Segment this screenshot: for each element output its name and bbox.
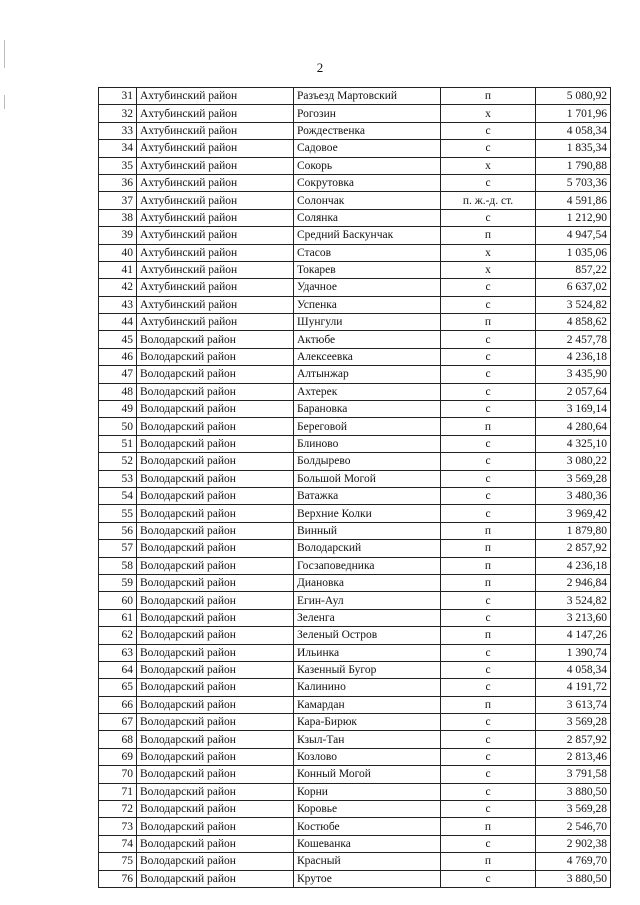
value-cell: 1 212,90 xyxy=(536,209,611,226)
value-cell: 4 058,34 xyxy=(536,122,611,139)
value-cell: 2 857,92 xyxy=(536,731,611,748)
table-row xyxy=(99,366,611,383)
value-cell: 3 213,60 xyxy=(536,609,611,626)
row-number-cell: 70 xyxy=(99,766,137,783)
district-cell: Володарский район xyxy=(137,853,294,870)
district-cell: Володарский район xyxy=(137,644,294,661)
settlement-type-cell: с xyxy=(441,401,536,418)
district-cell: Володарский район xyxy=(137,470,294,487)
table-row xyxy=(99,244,611,261)
table-row xyxy=(99,157,611,174)
district-cell: Володарский район xyxy=(137,783,294,800)
settlement-cell: Кара-Бирюк xyxy=(294,714,441,731)
settlement-cell: Береговой xyxy=(294,418,441,435)
district-cell: Володарский район xyxy=(137,574,294,591)
settlement-type-cell: с xyxy=(441,731,536,748)
table-row xyxy=(99,314,611,331)
row-number-cell: 38 xyxy=(99,209,137,226)
row-number-cell: 76 xyxy=(99,870,137,887)
settlement-cell: Ильинка xyxy=(294,644,441,661)
settlement-type-cell: п xyxy=(441,418,536,435)
district-cell: Ахтубинский район xyxy=(137,105,294,122)
value-cell: 3 435,90 xyxy=(536,366,611,383)
settlement-type-cell: с xyxy=(441,592,536,609)
district-cell: Володарский район xyxy=(137,714,294,731)
table-row xyxy=(99,853,611,870)
value-cell: 4 236,18 xyxy=(536,557,611,574)
margin-mark-middle xyxy=(4,95,5,109)
table-row xyxy=(99,644,611,661)
table-row xyxy=(99,714,611,731)
value-cell: 2 857,92 xyxy=(536,540,611,557)
district-cell: Володарский район xyxy=(137,835,294,852)
settlement-type-cell: с xyxy=(441,348,536,365)
value-cell: 2 813,46 xyxy=(536,748,611,765)
settlement-type-cell: с xyxy=(441,470,536,487)
row-number-cell: 59 xyxy=(99,574,137,591)
table-row xyxy=(99,801,611,818)
settlement-type-cell: п xyxy=(441,522,536,539)
district-cell: Володарский район xyxy=(137,383,294,400)
district-cell: Володарский район xyxy=(137,679,294,696)
value-cell: 4 325,10 xyxy=(536,435,611,452)
settlement-type-cell: с xyxy=(441,366,536,383)
value-cell: 5 080,92 xyxy=(536,88,611,105)
district-cell: Володарский район xyxy=(137,748,294,765)
settlement-cell: Удачное xyxy=(294,279,441,296)
table-row xyxy=(99,748,611,765)
row-number-cell: 56 xyxy=(99,522,137,539)
district-cell: Володарский район xyxy=(137,609,294,626)
value-cell: 3 880,50 xyxy=(536,783,611,800)
table-row xyxy=(99,783,611,800)
row-number-cell: 33 xyxy=(99,122,137,139)
row-number-cell: 41 xyxy=(99,261,137,278)
row-number-cell: 61 xyxy=(99,609,137,626)
table-row xyxy=(99,348,611,365)
table-row xyxy=(99,557,611,574)
row-number-cell: 73 xyxy=(99,818,137,835)
value-cell: 4 591,86 xyxy=(536,192,611,209)
district-cell: Ахтубинский район xyxy=(137,192,294,209)
table-row xyxy=(99,418,611,435)
row-number-cell: 67 xyxy=(99,714,137,731)
row-number-cell: 54 xyxy=(99,487,137,504)
table-row xyxy=(99,122,611,139)
district-cell: Ахтубинский район xyxy=(137,140,294,157)
table-row xyxy=(99,818,611,835)
settlement-cell: Костюбе xyxy=(294,818,441,835)
district-cell: Ахтубинский район xyxy=(137,296,294,313)
settlement-type-cell: с xyxy=(441,174,536,191)
settlement-type-cell: п xyxy=(441,540,536,557)
settlement-type-cell: с xyxy=(441,609,536,626)
value-cell: 3 524,82 xyxy=(536,296,611,313)
settlement-cell: Конный Могой xyxy=(294,766,441,783)
table-row xyxy=(99,505,611,522)
settlement-cell: Рогозин xyxy=(294,105,441,122)
settlement-type-cell: х xyxy=(441,157,536,174)
settlement-cell: Токарев xyxy=(294,261,441,278)
settlement-cell: Блиново xyxy=(294,435,441,452)
value-cell: 3 880,50 xyxy=(536,870,611,887)
settlement-cell: Средний Баскунчак xyxy=(294,227,441,244)
value-cell: 4 058,34 xyxy=(536,661,611,678)
table-row xyxy=(99,609,611,626)
settlement-cell: Коровье xyxy=(294,801,441,818)
settlement-cell: Стасов xyxy=(294,244,441,261)
value-cell: 6 637,02 xyxy=(536,279,611,296)
settlement-cell: Ватажка xyxy=(294,487,441,504)
settlement-type-cell: с xyxy=(441,679,536,696)
row-number-cell: 74 xyxy=(99,835,137,852)
row-number-cell: 46 xyxy=(99,348,137,365)
settlement-cell: Казенный Бугор xyxy=(294,661,441,678)
table-row xyxy=(99,331,611,348)
value-cell: 1 835,34 xyxy=(536,140,611,157)
row-number-cell: 36 xyxy=(99,174,137,191)
settlement-cell: Разъезд Мартовский xyxy=(294,88,441,105)
district-cell: Володарский район xyxy=(137,453,294,470)
value-cell: 1 035,06 xyxy=(536,244,611,261)
row-number-cell: 62 xyxy=(99,627,137,644)
value-cell: 857,22 xyxy=(536,261,611,278)
district-cell: Володарский район xyxy=(137,731,294,748)
district-cell: Ахтубинский район xyxy=(137,227,294,244)
district-cell: Володарский район xyxy=(137,557,294,574)
settlement-cell: Козлово xyxy=(294,748,441,765)
district-cell: Ахтубинский район xyxy=(137,244,294,261)
table-row xyxy=(99,453,611,470)
district-cell: Володарский район xyxy=(137,487,294,504)
settlement-cell: Успенка xyxy=(294,296,441,313)
settlement-cell: Садовое xyxy=(294,140,441,157)
row-number-cell: 72 xyxy=(99,801,137,818)
value-cell: 3 169,14 xyxy=(536,401,611,418)
row-number-cell: 50 xyxy=(99,418,137,435)
value-cell: 5 703,36 xyxy=(536,174,611,191)
row-number-cell: 71 xyxy=(99,783,137,800)
settlement-type-cell: с xyxy=(441,661,536,678)
table-row xyxy=(99,696,611,713)
value-cell: 3 569,28 xyxy=(536,470,611,487)
settlement-cell: Ахтерек xyxy=(294,383,441,400)
settlement-cell: Камардан xyxy=(294,696,441,713)
district-cell: Володарский район xyxy=(137,366,294,383)
district-cell: Ахтубинский район xyxy=(137,261,294,278)
district-cell: Ахтубинский район xyxy=(137,314,294,331)
table-row xyxy=(99,574,611,591)
settlement-type-cell: с xyxy=(441,122,536,139)
table-row xyxy=(99,209,611,226)
value-cell: 4 947,54 xyxy=(536,227,611,244)
table-row xyxy=(99,279,611,296)
settlement-type-cell: п xyxy=(441,314,536,331)
value-cell: 2 902,38 xyxy=(536,835,611,852)
table-row xyxy=(99,140,611,157)
settlement-cell: Большой Могой xyxy=(294,470,441,487)
value-cell: 4 769,70 xyxy=(536,853,611,870)
settlement-cell: Солянка xyxy=(294,209,441,226)
value-cell: 4 147,26 xyxy=(536,627,611,644)
row-number-cell: 42 xyxy=(99,279,137,296)
district-cell: Володарский район xyxy=(137,801,294,818)
table-row xyxy=(99,731,611,748)
table-row xyxy=(99,835,611,852)
district-cell: Ахтубинский район xyxy=(137,157,294,174)
settlement-cell: Рождественка xyxy=(294,122,441,139)
district-cell: Володарский район xyxy=(137,627,294,644)
value-cell: 3 080,22 xyxy=(536,453,611,470)
row-number-cell: 58 xyxy=(99,557,137,574)
settlement-type-cell: с xyxy=(441,209,536,226)
table-row xyxy=(99,540,611,557)
settlement-type-cell: с xyxy=(441,296,536,313)
row-number-cell: 75 xyxy=(99,853,137,870)
district-cell: Ахтубинский район xyxy=(137,279,294,296)
settlement-cell: Егин-Аул xyxy=(294,592,441,609)
table-row xyxy=(99,174,611,191)
settlement-type-cell: п xyxy=(441,696,536,713)
district-cell: Ахтубинский район xyxy=(137,88,294,105)
district-cell: Володарский район xyxy=(137,505,294,522)
settlement-cell: Госзаповедника xyxy=(294,557,441,574)
settlement-cell: Кзыл-Тан xyxy=(294,731,441,748)
district-cell: Володарский район xyxy=(137,818,294,835)
settlement-type-cell: с xyxy=(441,331,536,348)
settlement-cell: Крутое xyxy=(294,870,441,887)
settlement-cell: Солончак xyxy=(294,192,441,209)
settlement-cell: Верхние Колки xyxy=(294,505,441,522)
settlement-type-cell: с xyxy=(441,487,536,504)
value-cell: 3 613,74 xyxy=(536,696,611,713)
district-cell: Володарский район xyxy=(137,348,294,365)
table-row xyxy=(99,766,611,783)
settlement-type-cell: п xyxy=(441,627,536,644)
settlements-table xyxy=(98,87,611,888)
settlement-cell: Алтынжар xyxy=(294,366,441,383)
value-cell: 4 858,62 xyxy=(536,314,611,331)
row-number-cell: 53 xyxy=(99,470,137,487)
value-cell: 4 280,64 xyxy=(536,418,611,435)
row-number-cell: 39 xyxy=(99,227,137,244)
row-number-cell: 32 xyxy=(99,105,137,122)
settlement-type-cell: с xyxy=(441,714,536,731)
table-row xyxy=(99,435,611,452)
value-cell: 3 480,36 xyxy=(536,487,611,504)
settlement-cell: Винный xyxy=(294,522,441,539)
row-number-cell: 48 xyxy=(99,383,137,400)
row-number-cell: 57 xyxy=(99,540,137,557)
district-cell: Ахтубинский район xyxy=(137,122,294,139)
row-number-cell: 52 xyxy=(99,453,137,470)
settlement-type-cell: х xyxy=(441,105,536,122)
settlement-cell: Корни xyxy=(294,783,441,800)
district-cell: Володарский район xyxy=(137,401,294,418)
settlement-cell: Калинино xyxy=(294,679,441,696)
district-cell: Володарский район xyxy=(137,331,294,348)
settlement-type-cell: п xyxy=(441,88,536,105)
table-row xyxy=(99,296,611,313)
value-cell: 4 191,72 xyxy=(536,679,611,696)
settlement-cell: Шунгули xyxy=(294,314,441,331)
district-cell: Ахтубинский район xyxy=(137,209,294,226)
settlement-type-cell: х xyxy=(441,244,536,261)
value-cell: 1 790,88 xyxy=(536,157,611,174)
settlement-cell: Володарский xyxy=(294,540,441,557)
value-cell: 2 546,70 xyxy=(536,818,611,835)
settlement-type-cell: с xyxy=(441,644,536,661)
settlement-cell: Сокрутовка xyxy=(294,174,441,191)
row-number-cell: 66 xyxy=(99,696,137,713)
settlement-type-cell: с xyxy=(441,279,536,296)
settlement-type-cell: с xyxy=(441,453,536,470)
table-row xyxy=(99,661,611,678)
settlement-type-cell: п. ж.-д. ст. xyxy=(441,192,536,209)
table-row xyxy=(99,401,611,418)
settlement-cell: Барановка xyxy=(294,401,441,418)
table-row xyxy=(99,870,611,887)
settlement-type-cell: с xyxy=(441,505,536,522)
settlement-type-cell: с xyxy=(441,435,536,452)
settlement-cell: Красный xyxy=(294,853,441,870)
value-cell: 2 057,64 xyxy=(536,383,611,400)
district-cell: Володарский район xyxy=(137,870,294,887)
value-cell: 3 569,28 xyxy=(536,801,611,818)
value-cell: 1 701,96 xyxy=(536,105,611,122)
table-row xyxy=(99,383,611,400)
district-cell: Володарский район xyxy=(137,696,294,713)
table-row xyxy=(99,192,611,209)
value-cell: 4 236,18 xyxy=(536,348,611,365)
settlement-cell: Алексеевка xyxy=(294,348,441,365)
table-row xyxy=(99,679,611,696)
row-number-cell: 40 xyxy=(99,244,137,261)
settlement-cell: Зеленый Остров xyxy=(294,627,441,644)
district-cell: Ахтубинский район xyxy=(137,174,294,191)
table-row xyxy=(99,592,611,609)
district-cell: Володарский район xyxy=(137,661,294,678)
settlement-type-cell: п xyxy=(441,227,536,244)
row-number-cell: 45 xyxy=(99,331,137,348)
table-body xyxy=(99,88,611,888)
value-cell: 2 946,84 xyxy=(536,574,611,591)
row-number-cell: 68 xyxy=(99,731,137,748)
district-cell: Володарский район xyxy=(137,540,294,557)
row-number-cell: 44 xyxy=(99,314,137,331)
page-number: 2 xyxy=(316,60,324,75)
table-row xyxy=(99,105,611,122)
row-number-cell: 43 xyxy=(99,296,137,313)
settlement-cell: Кошеванка xyxy=(294,835,441,852)
district-cell: Володарский район xyxy=(137,592,294,609)
row-number-cell: 60 xyxy=(99,592,137,609)
settlement-type-cell: п xyxy=(441,853,536,870)
value-cell: 3 791,58 xyxy=(536,766,611,783)
table-row xyxy=(99,261,611,278)
table-row xyxy=(99,522,611,539)
settlement-type-cell: п xyxy=(441,574,536,591)
table-row xyxy=(99,487,611,504)
settlement-type-cell: п xyxy=(441,818,536,835)
settlement-type-cell: с xyxy=(441,835,536,852)
settlement-cell: Сокорь xyxy=(294,157,441,174)
row-number-cell: 47 xyxy=(99,366,137,383)
value-cell: 3 569,28 xyxy=(536,714,611,731)
settlement-type-cell: с xyxy=(441,383,536,400)
value-cell: 1 879,80 xyxy=(536,522,611,539)
settlement-type-cell: с xyxy=(441,748,536,765)
settlement-type-cell: с xyxy=(441,870,536,887)
row-number-cell: 35 xyxy=(99,157,137,174)
settlement-cell: Болдырево xyxy=(294,453,441,470)
district-cell: Володарский район xyxy=(137,766,294,783)
row-number-cell: 37 xyxy=(99,192,137,209)
settlement-cell: Актюбе xyxy=(294,331,441,348)
row-number-cell: 65 xyxy=(99,679,137,696)
district-cell: Володарский район xyxy=(137,418,294,435)
row-number-cell: 49 xyxy=(99,401,137,418)
row-number-cell: 34 xyxy=(99,140,137,157)
table-row xyxy=(99,88,611,105)
settlement-cell: Диановка xyxy=(294,574,441,591)
settlement-type-cell: с xyxy=(441,766,536,783)
row-number-cell: 64 xyxy=(99,661,137,678)
settlement-type-cell: с xyxy=(441,801,536,818)
settlement-cell: Зеленга xyxy=(294,609,441,626)
value-cell: 3 524,82 xyxy=(536,592,611,609)
settlement-type-cell: с xyxy=(441,140,536,157)
row-number-cell: 69 xyxy=(99,748,137,765)
value-cell: 2 457,78 xyxy=(536,331,611,348)
value-cell: 1 390,74 xyxy=(536,644,611,661)
value-cell: 3 969,42 xyxy=(536,505,611,522)
district-cell: Володарский район xyxy=(137,522,294,539)
settlement-type-cell: п xyxy=(441,557,536,574)
table-row xyxy=(99,227,611,244)
row-number-cell: 31 xyxy=(99,88,137,105)
table-row xyxy=(99,470,611,487)
settlement-type-cell: х xyxy=(441,261,536,278)
row-number-cell: 51 xyxy=(99,435,137,452)
row-number-cell: 55 xyxy=(99,505,137,522)
district-cell: Володарский район xyxy=(137,435,294,452)
table-row xyxy=(99,627,611,644)
settlement-type-cell: с xyxy=(441,783,536,800)
row-number-cell: 63 xyxy=(99,644,137,661)
